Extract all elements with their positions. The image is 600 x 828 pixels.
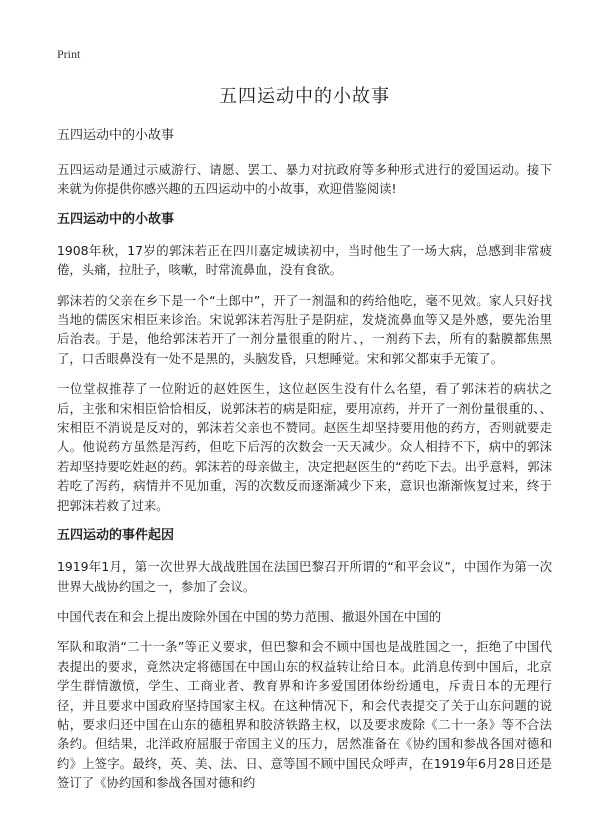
story-paragraph-2: 郭沫若的父亲在乡下是一个“土郎中”，开了一剂温和的药给他吃，毫不见效。家人只好找当地的儒医宋相臣来诊治。宋说郭沫若泻肚子是阴症，发烧流鼻血等又是外感，要先治里后治表。于是，他给郭沫若开了一剂分量很重的附片、，一剂药下去，所有的黏膜都焦黑了，口舌眼鼻没有一处不是黑的，头脑发昏，只想睡觉。宋和郭父都束手无策了。 xyxy=(57,292,552,366)
cause-paragraph-2: 中国代表在和会上提出废除外国在中国的势力范围、撤退外国在中国的 xyxy=(57,608,442,624)
section-heading-stories: 五四运动中的小故事 xyxy=(57,211,175,227)
story-paragraph-3: 一位堂叔推荐了一位附近的赵姓医生，这位赵医生没有什么名望，看了郭沫若的病状之后，主张和宋相臣恰恰相反，说郭沫若的病是阳症，要用凉药，并开了一剂份量很重的、、宋相臣不消说是反对的，郭沫若父亲也不赞同。赵医生却坚持要用他的药方，否则就要走人。他说药方虽然是泻药，但吃下后泻的次数会一天天减少。众人相持不下，病中的郭沫若却坚持要吃姓赵的药。郭沫若的母亲做主，决定把赵医生的“药吃下去。出乎意料，郭沫若吃了泻药，病情并不见加重，泻的次数反而逐渐减少下来，意识也渐渐恢复过来，终于把郭沫若救了过来。 xyxy=(57,381,552,513)
story-paragraph-1: 1908年秋，17岁的郭沫若正在四川嘉定城读初中，当时他生了一场大病，总感到非常疲倦，头痛，拉肚子，咳嗽，时常流鼻血，没有食欲。 xyxy=(57,242,552,278)
print-link[interactable]: Print xyxy=(57,47,81,61)
cause-paragraph-1: 1919年1月，第一次世界大战战胜国在法国巴黎召开所谓的“和平会议”，中国作为第一次世界大战协约国之一，参加了会议。 xyxy=(57,559,552,594)
page-title: 五四运动中的小故事 xyxy=(219,86,390,107)
section-heading-causes: 五四运动的事件起因 xyxy=(57,528,175,544)
intro-paragraph: 五四运动是通过示威游行、请愿、罢工、暴力对抗政府等多种形式进行的爱国运动。接下来就为你提供你感兴趣的五四运动中的小故事，欢迎借鉴阅读! xyxy=(57,162,552,197)
article-subtitle: 五四运动中的小故事 xyxy=(57,128,175,143)
cause-paragraph-3: 军队和取消“二十一条”等正义要求，但巴黎和会不顾中国也是战胜国之一，拒绝了中国代表提出的要求，竟然决定将德国在中国山东的权益转让给日本。此消息传到中国后，北京学生群情激愤，学生、工商业者、教育界和许多爱国团体纷纷通电，斥责日本的无理行径，并且要求中国政府坚持国家主权。在这种情况下，和会代表提交了关于山东问题的说帖，要求归还中国在山东的德租界和胶济铁路主权，以及要求废除《二十一条》等不合法条约。但结果，北洋政府屈服于帝国主义的压力，居然准备在《协约国和参战各国对德和约》上签字。最终，英、美、法、日、意等国不顾中国民众呼声，在1919年6月28日还是签订了《协约国和参战各国对德和约 xyxy=(57,639,552,791)
